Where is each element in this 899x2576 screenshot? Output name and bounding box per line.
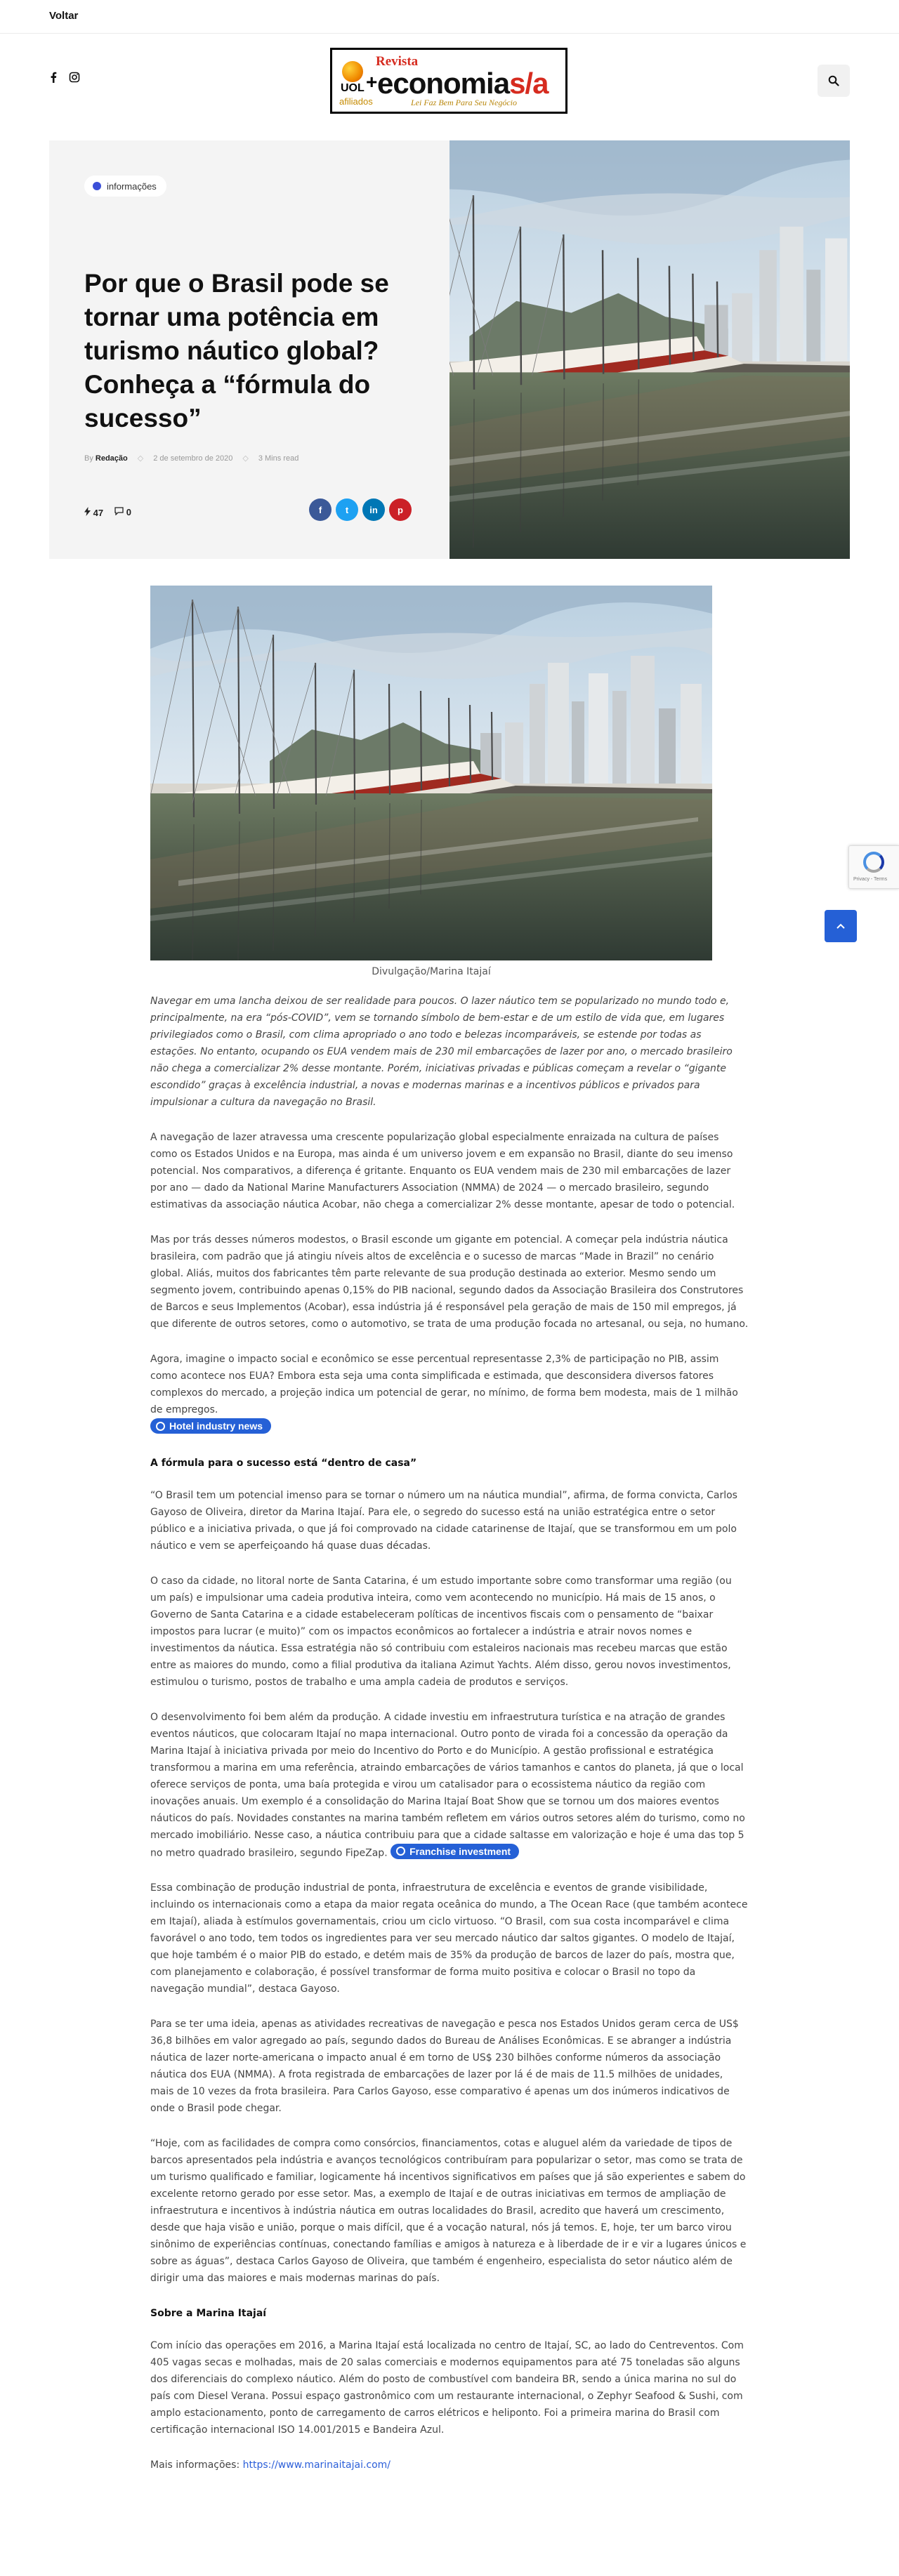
logo-plus: +: [366, 71, 378, 93]
top-bar: [0, 0, 899, 34]
share-buttons: [309, 498, 412, 521]
instagram-icon[interactable]: [69, 72, 80, 83]
lightning-icon: [84, 507, 91, 516]
article-title: Por que o Brasil pode se tornar uma potência em turismo náutico global? Conheça a “fórmula do sucesso”: [84, 269, 389, 432]
hero-text-panel: [49, 140, 450, 559]
paragraph: Essa combinação de produção industrial de ponta, infraestrutura de excelência e eventos de grande visibilidade, incluindo os internacionais como a etapa da maior regata oceânica do mundo, a The Ocean Race (que também acontece em Itajaí), aliada à estímulos governamentais, criou um ciclo virtuoso. “O Brasil, com sua costa incomparável e clima favorável o ano todo, tem todos os ingredientes para ver seu mercado náutico dar saltos gigantes. O modelo de Itajaí, que hoje também é o maior PIB do estado, e detém mais de 35% da produção de barcos de lazer do país, mostra que, com planejamento e colaboração, é possível transformar de forma muito positiva e colocar o Brasil no topo da navegação mundial”, destaca Gayoso.: [150, 1882, 748, 1995]
views-count: 47: [84, 507, 103, 518]
paragraph: “O Brasil tem um potencial imenso para se tornar o número um na náutica mundial”, afirma, de forma convicta, Carlos Gayoso de Oliveira, diretor da Marina Itajaí. Para ele, o segredo do sucesso está na união estratégica entre o setor público e a iniciativa privada, o que já foi comprovado na cidade catarinense de Itajaí, que se transformou em um polo náutico e vem se aperfeiçoando há quase duas décadas.: [150, 1489, 737, 1552]
article-lead: Navegar em uma lancha deixou de ser realidade para poucos. O lazer náutico tem se popularizado no mundo todo e, principalmente, na era “pós-COVID”, vem se tornando símbolo de bem-estar e de um estilo de vida que, em lugares privilegiados como o Brasil, com clima apropriado o ano todo e belezas incomparáveis, se estende por todas as estações. No entanto, ocupando os EUA vendem mais de 230 mil embarcações de lazer por ano, o mercado brasileiro não chega a comercializar 2% desse montante. Porém, iniciativas privadas e públicas começam a revelar o “gigante escondido” graças à excelência industrial, a novas e modernas marinas e a incentivos públicos e privados para impulsionar a cultura da navegação no Brasil.: [150, 996, 733, 1108]
hero-section: [49, 140, 850, 559]
comments-count[interactable]: 0: [114, 507, 131, 518]
plus-circle-icon: [396, 1847, 405, 1856]
paragraph: Agora, imagine o impacto social e econômico se esse percentual representasse 2,3% de participação no PIB, assim como acontece nos EUA? Embora esta seja uma conta simplificada e estimada, que desconsidera diversos fatores complexos do mercado, a projeção indica um potencial de gerar, no mínimo, de forma bem modesta, mais de 1 milhão de empregos. Hotel industry news: [150, 1351, 749, 1436]
paragraph: O caso da cidade, no litoral norte de Santa Catarina, é um estudo importante sobre como transformar uma região (ou um país) e impulsionar uma cadeia produtiva inteira, como vem acontecendo no município. Há mais de 15 anos, o Governo de Santa Catarina e a cidade estabeleceram políticas de incentivos fiscais com o pensamento de “baixar impostos para lucrar (e muito)” com os impactos econômicos ao fortalecer a indústria e atrair novos nomes e investimentos da náutica. Essa estratégia não só contribuiu com estaleiros nacionais mas recebeu marcas que estão entre as maiores do mundo, como a filial produtiva da italiana Azimut Yachts. Além disso, gerou novos investimentos, estimulou o turismo, postos de trabalho e uma ampla cadeia de produtos e serviços.: [150, 1575, 732, 1688]
hotel-news-pill[interactable]: Hotel industry news: [150, 1418, 271, 1434]
section-heading: Sobre a Marina Itajaí: [150, 2308, 267, 2319]
social-links: [48, 72, 80, 83]
chevron-up-icon: [836, 923, 845, 929]
article-body: [150, 993, 749, 2473]
logo-afiliados: afiliados: [339, 96, 373, 107]
scroll-to-top-button[interactable]: [825, 910, 857, 942]
logo-ball: [342, 61, 363, 82]
meta-separator-icon: ◇: [242, 454, 249, 463]
site-logo[interactable]: [330, 48, 567, 114]
paragraph: Para se ter uma ideia, apenas as atividades recreativas de navegação e pesca nos Estados Unidos geram cerca de US$ 36,8 bilhões em valor agregado ao país, segundo dados do Bureau de Análises Econômicas. E se abranger a indústria náutica de lazer norte-americana o impacto anual é em torno de US$ 230 bilhões conforme números da associação náutica dos EUA (NMMA). A frota registrada de embarcações de lazer por lá é de mais de 11.5 milhões de unidades, mais de 10 vezes da frota brasileira. Para Carlos Gayoso, esse comparativo é apenas um dos inúmeros indicativos de onde o Brasil pode chegar.: [150, 2019, 739, 2114]
share-twitter-icon[interactable]: t: [336, 498, 358, 521]
category-label: informações: [107, 180, 157, 192]
plus-circle-icon: [156, 1422, 165, 1431]
more-info-link[interactable]: https://www.marinaitajai.com/: [242, 2459, 391, 2471]
hero-image: [450, 140, 850, 559]
more-info: Mais informações: https://www.marinaitajai.com/: [150, 2459, 391, 2471]
search-icon: [828, 75, 839, 86]
featured-image: [150, 586, 712, 960]
category-dot-icon: [93, 182, 101, 190]
article-content: [150, 586, 749, 2492]
logo-revista: Revista: [376, 54, 419, 69]
recaptcha-text[interactable]: Privacy - Terms: [853, 877, 888, 882]
read-time: 3 Mins read: [258, 454, 299, 463]
article-stats: [84, 507, 131, 518]
logo-economia: economias/a: [377, 67, 549, 100]
paragraph: “Hoje, com as facilidades de compra como consórcios, financiamentos, cotas e aluguel além da variedade de tipos de barcos apresentados pela indústria e avanços tecnológicos contribuíram para popularizar o setor, mas como se trata de um turismo qualificado e familiar, logicamente há incentivos significativos em países que já são experientes e sabem do excelente retorno gerado por esse setor. Mas, a exemplo de Itajaí e de outras iniciativas em termos de ampliação de infraestrutura e incentivos à indústria náutica em outras localidades do Brasil, acredito que haverá um crescimento, desde que haja visão e união, porque o mais difícil, que é a vocação natural, nós já temos. E, hoje, ter um barco virou sinônimo de experiências contínuas, conectando famílias e amigos à natureza e à liberdade de ir e vir a lugares únicos e sobre as águas”, destaca Carlos Gayoso de Oliveira, que também é engenheiro, especialista do setor náutico além de dirigir uma das maiores e mais modernas marinas do país.: [150, 2138, 747, 2284]
back-link[interactable]: Voltar: [49, 10, 79, 22]
logo-uol: UOL: [341, 82, 365, 94]
article-meta: [84, 454, 298, 463]
meta-separator-icon: ◇: [137, 454, 144, 463]
site-header: [0, 34, 899, 126]
recaptcha-badge[interactable]: [848, 845, 899, 889]
logo-slogan: Lei Faz Bem Para Seu Negócio: [411, 98, 517, 107]
paragraph: Mas por trás desses números modestos, o Brasil esconde um gigante em potencial. A começar pela indústria náutica brasileira, com padrão que já atingiu níveis altos de excelência e o sucesso de marcas “Made in Brazil” no cenário global. Aliás, muitos dos fabricantes têm parte relevante de sua produção destinada ao exterior. Mesmo sendo um segmento jovem, contribuindo apenas 0,15% do PIB nacional, segundo dados da Associação Brasileira dos Construtores de Barcos e seus Implementos (Acobar), essa indústria já é responsável pela geração de mais de 150 mil empregos, já que diferente de outros setores, como o automotivo, se trata de uma produção focada no artesanal, ou seja, no humano.: [150, 1234, 749, 1330]
section-heading: A fórmula para o sucesso está “dentro de casa”: [150, 1457, 417, 1469]
paragraph: A navegação de lazer atravessa uma crescente popularização global especialmente enraizada na cultura de países como os Estados Unidos e na Europa, mas ainda é um universo jovem e em expansão no Brasil, diante do seu imenso potencial. Nos comparativos, a diferença é gritante. Enquanto os EUA vendem mais de 230 mil embarcações de lazer por ano — dado da National Marine Manufacturers Association (NMMA) de 2024 — o mercado brasileiro, segundo estimativas da associação náutica Acobar, não chega a comercializar 2% desse montante, apesar de todo o potencial.: [150, 1132, 735, 1210]
share-linkedin-icon[interactable]: in: [362, 498, 385, 521]
franchise-investment-pill[interactable]: Franchise investment: [391, 1844, 519, 1859]
comment-icon: [114, 507, 124, 515]
search-button[interactable]: [818, 65, 850, 97]
facebook-icon[interactable]: [48, 72, 59, 83]
share-facebook-icon[interactable]: f: [309, 498, 332, 521]
paragraph: O desenvolvimento foi bem além da produção. A cidade investiu em infraestrutura turística e na atração de grandes eventos náuticos, que colocaram Itajaí no mapa internacional. Outro ponto de virada foi a concessão da operação da Marina Itajaí à iniciativa privada por meio do Incentivo do Porto e do Município. A gestão profissional e estratégica transformou a marina em uma referência, atraindo embarcações de vários tamanhos e cantos do planeta, já que o local oferece serviços de ponta, uma baía protegida e virou um catalisador para o ecossistema náutico da região com inovações anuais. Um exemplo é a consolidação do Marina Itajaí Boat Show que se tornou um dos maiores eventos náuticos do país. Novidades constantes na marina também refletem em vários outros setores além do turismo, como no mercado imobiliário. Nesse caso, a náutica contribuiu para que a cidade saltasse em valorização e hoje é uma das top 5 no metro quadrado brasileiro, segundo FipeZap. Franchise investment: [150, 1711, 745, 1858]
paragraph: Com início das operações em 2016, a Marina Itajaí está localizada no centro de Itajaí, SC, ao lado do Centreventos. Com 405 vagas secas e molhadas, mais de 20 salas comerciais e modernos equipamentos para até 75 toneladas são alguns dos diferenciais do complexo náutico. Além do posto de combustível com bandeira BR, sendo a única marina no sul do país com Diesel Verana. Possui espaço gastronômico com um restaurante internacional, o Zephyr Seafood & Sushi, com amplo estacionamento, ponto de carregamento de carros elétricos e heliponto. Foi a primeira marina do Brasil com certificação internacional ISO 14.001/2015 e Bandeira Azul.: [150, 2340, 744, 2436]
category-tag[interactable]: [84, 176, 166, 197]
author-link[interactable]: Redação: [95, 454, 128, 463]
author-line: By Redação: [84, 454, 128, 463]
recaptcha-icon: [863, 852, 884, 873]
image-caption: Divulgação/Marina Itajaí: [372, 966, 491, 977]
share-pinterest-icon[interactable]: p: [389, 498, 412, 521]
publish-date: 2 de setembro de 2020: [153, 454, 233, 463]
